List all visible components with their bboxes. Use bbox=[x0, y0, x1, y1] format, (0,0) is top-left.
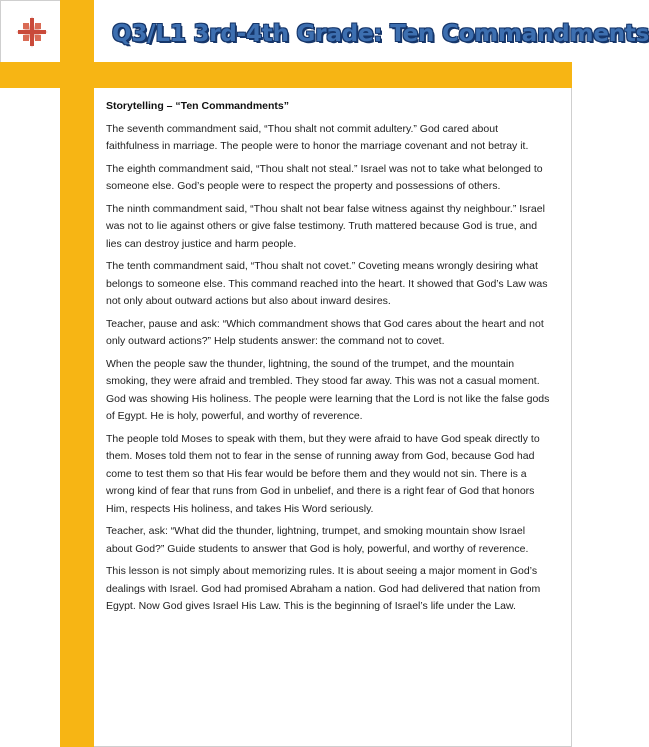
cross-vertical-bar bbox=[60, 0, 94, 747]
paragraph-ninth-commandment: The ninth commandment said, “Thou shalt not bear false witness against thy neighbour.” Israel was not to lie against others or give false testimony. Truth mattered because God is true, and lies can destroy justice and harm people. bbox=[106, 202, 545, 250]
paragraph-tenth-commandment: The tenth commandment said, “Thou shalt not covet.” Coveting means wrongly desiring what belongs to someone else. This command reached into the heart. It showed that God’s Law was not only about outward actions but also about inward desires. bbox=[106, 260, 548, 307]
paragraph-eighth-commandment: The eighth commandment said, “Thou shalt not steal.” Israel was not to take what belonged to someone else. God’s people were to respect the property and possessions of others. bbox=[106, 162, 543, 192]
paragraph-moses-speak: The people told Moses to speak with them, but they were afraid to have God speak directly to them. Moses told them not to fear in the sense of running away from God, because God had come to test them so that His fear would be before them and they would not sin. There is a wrong kind of fear that runs from God in unbelief, and there is a right fear of God that honors Him, respects His holiness, and takes His Word seriously. bbox=[106, 432, 540, 515]
section-heading: Storytelling – “Ten Commandments” bbox=[106, 100, 289, 112]
paragraph-teacher-pause: Teacher, pause and ask: “Which commandment shows that God cares about the heart and not only outward actions?” Help students answer: the command not to covet. bbox=[106, 317, 544, 347]
page-title: Q3/L1 3rd-4th Grade: Ten Commandments bbox=[112, 21, 649, 47]
side-band bbox=[0, 88, 60, 747]
paragraph-teacher-ask: Teacher, ask: “What did the thunder, lightning, trumpet, and smoking mountain show Israel about God?” Guide students to answer that God is holy, powerful, and worthy of reverence. bbox=[106, 525, 529, 555]
paragraph-lesson-summary: This lesson is not simply about memorizing rules. It is about seeing a major moment in God’s dealings with Israel. God had promised Abraham a nation. God had delivered that nation from Egypt. Now God gives Israel His Law. This is the beginning of Israel’s life under the Law. bbox=[106, 565, 541, 612]
cross-horizontal-bar bbox=[0, 62, 572, 88]
cross-logo-icon bbox=[14, 14, 50, 50]
paragraph-seventh-commandment: The seventh commandment said, “Thou shalt not commit adultery.” God cared about faithfulness in marriage. The people were to honor the marriage covenant and not betray it. bbox=[106, 122, 529, 152]
paragraph-mountain-fear: When the people saw the thunder, lightning, the sound of the trumpet, and the mountain smoking, they were afraid and trembled. They stood far away. This was not a casual moment. God was showing His holiness. The people were learning that the Lord is not like the false gods of Egypt. He is holy, powerful, and worthy of reverence. bbox=[106, 357, 550, 422]
lesson-content bbox=[106, 98, 552, 621]
